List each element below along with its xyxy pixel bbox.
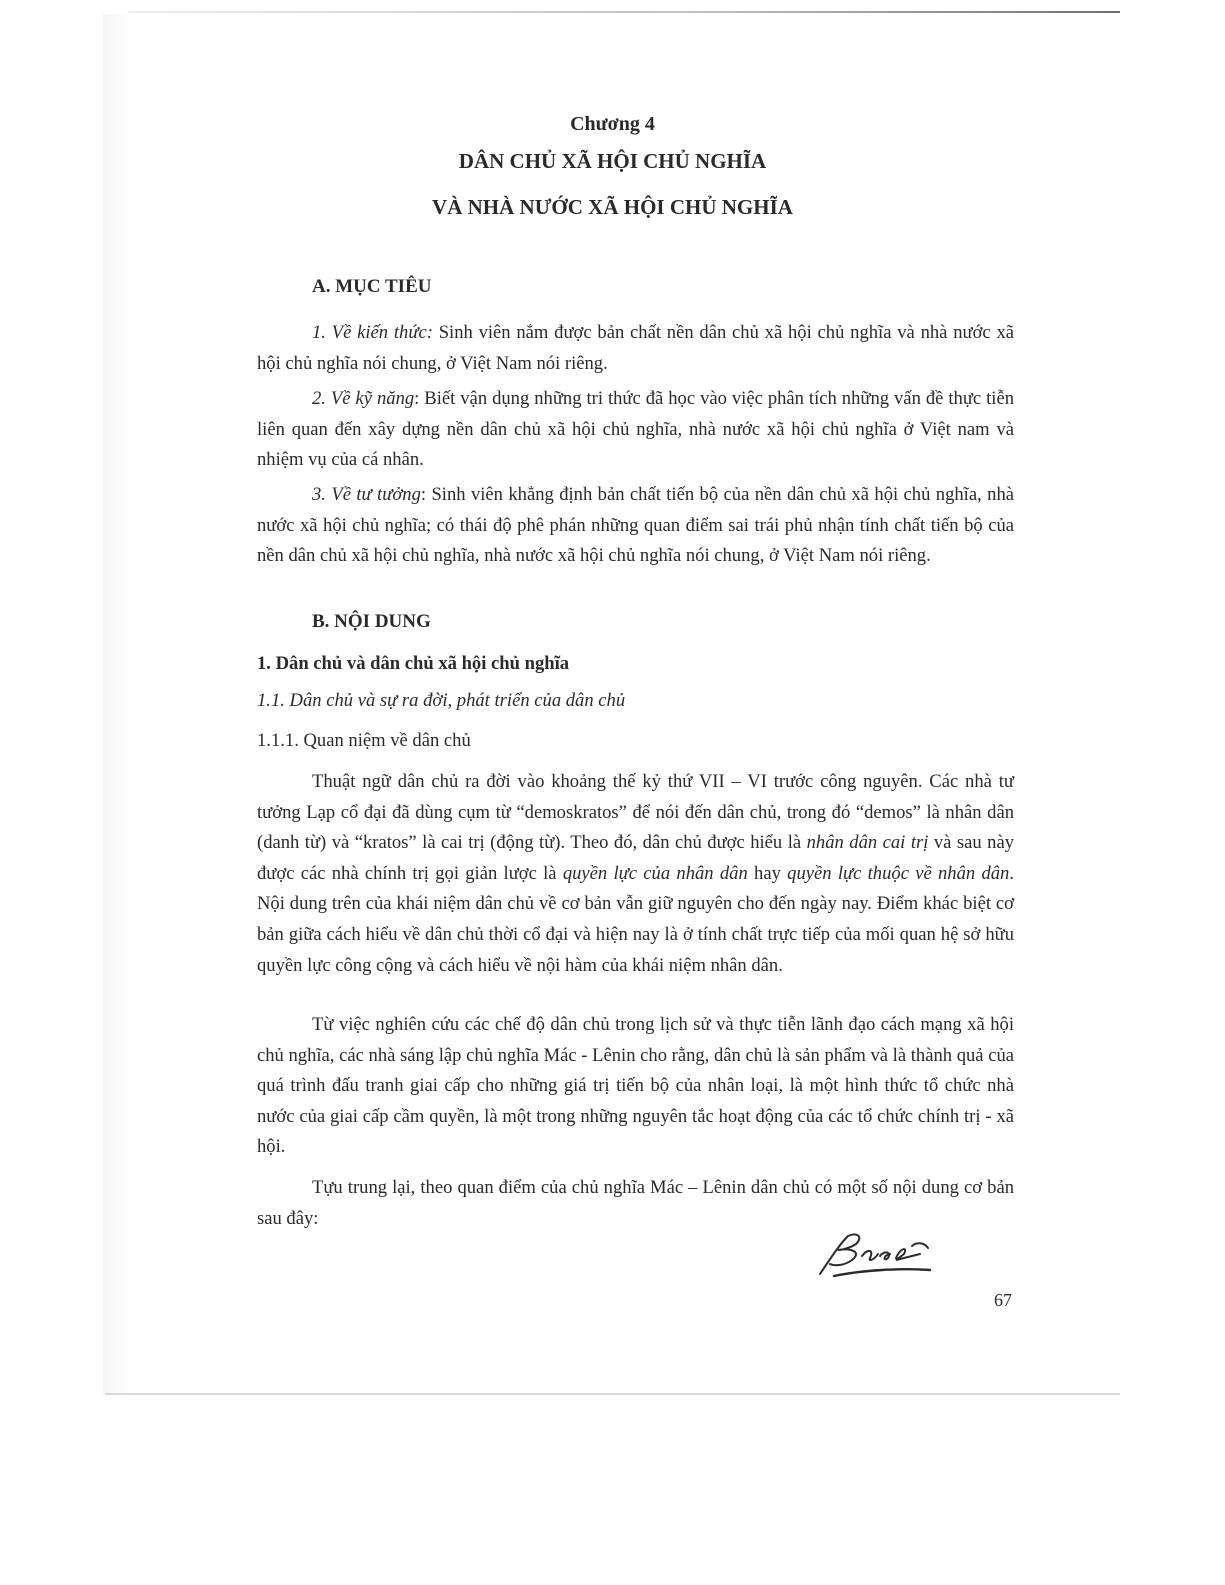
subheading-1-1-1: 1.1.1. Quan niệm về dân chủ — [257, 730, 471, 751]
para1-part1: Thuật ngữ dân chủ ra đời vào khoảng thế kỷ thứ VII – VI trước công nguyên. Các nhà tư tưởng Lạp cổ đại đã dùng cụm từ “demoskratos” để nói đến dân chủ, trong đó “demos” là nhân dân (danh từ) và “kratos” là cai trị (động từ). Theo đó, dân chủ được hiểu là — [257, 771, 1014, 854]
chapter-title-line1: DÂN CHỦ XÃ HỘI CHỦ NGHĨA — [458, 149, 767, 173]
para1-part4: . Nội dung trên của khái niệm dân chủ về cơ bản vẫn giữ nguyên cho đến ngày nay. Điểm khác biệt cơ bản giữa cách hiểu về dân chủ thời cổ đại và hiện nay là ở tính chất trực tiếp của mối quan hệ sở hữu quyền lực công cộng và cách hiểu về nội hàm của khái niệm nhân dân. — [257, 862, 1014, 976]
para1-emphasis1: nhân dân cai trị — [806, 832, 929, 854]
para1-emphasis2: quyền lực của nhân dân — [562, 862, 748, 884]
objective-skills — [257, 384, 1014, 476]
subheading-1-1: 1.1. Dân chủ và sự ra đời, phát triển của dân chủ — [257, 690, 626, 711]
para1-part2: và sau này được các nhà chính trị gọi giản lược là — [257, 832, 1014, 884]
objective-knowledge — [257, 318, 1014, 379]
objective-attitude-label: 3. Về tư tưởng — [312, 484, 421, 505]
scan-edge-top — [128, 11, 1120, 13]
scan-edge-bottom — [105, 1393, 1120, 1395]
paragraph-marxist-view: Từ việc nghiên cứu các chế độ dân chủ trong lịch sử và thực tiễn lãnh đạo cách mạng xã hội chủ nghĩa, các nhà sáng lập chủ nghĩa Mác - Lênin cho rằng, dân chủ là sản phẩm và là thành quả của quá trình đấu tranh giai cấp cho những giá trị tiến bộ của nhân loại, là một hình thức tổ chức nhà nước của giai cấp cầm quyền, là một trong những nguyên tắc hoạt động của các tổ chức chính trị - xã hội. — [257, 1014, 1014, 1158]
paragraph-summary: Tựu trung lại, theo quan điểm của chủ nghĩa Mác – Lênin dân chủ có một số nội dung cơ bản sau đây: — [257, 1177, 1014, 1229]
subheading-1: 1. Dân chủ và dân chủ xã hội chủ nghĩa — [257, 653, 570, 674]
paragraph-democracy-origin — [257, 767, 1014, 981]
section-a-heading: A. MỤC TIÊU — [312, 276, 432, 297]
objective-attitude-text: : Sinh viên khẳng định bản chất tiến bộ của nền dân chủ xã hội chủ nghĩa, nhà nước xã hội chủ nghĩa; có thái độ phê phán những quan điểm sai trái phủ nhận tính chất tiến bộ của nền dân chủ xã hội chủ nghĩa, nhà nước xã hội chủ nghĩa nói chung, ở Việt Nam nói riêng. — [257, 484, 1014, 567]
page-number: 67 — [994, 1290, 1012, 1310]
section-b-heading: B. NỘI DUNG — [312, 611, 431, 632]
objective-attitude — [257, 480, 1014, 572]
para1-emphasis3: quyền lực thuộc về nhân dân — [787, 862, 1010, 884]
objective-skills-label: 2. Về kỹ năng — [312, 388, 415, 409]
objective-knowledge-text: Sinh viên nắm được bản chất nền dân chủ xã hội chủ nghĩa và nhà nước xã hội chủ nghĩa nói chung, ở Việt Nam nói riêng. — [257, 322, 1014, 374]
scan-shadow-left — [103, 14, 131, 1394]
para1-part3: hay — [747, 862, 788, 884]
chapter-title-line2: VÀ NHÀ NƯỚC XÃ HỘI CHỦ NGHĨA — [432, 195, 793, 219]
handwritten-signature — [812, 1226, 942, 1282]
chapter-number: Chương 4 — [570, 113, 655, 135]
objective-knowledge-label: 1. Về kiến thức: — [312, 322, 433, 343]
objective-skills-text: : Biết vận dụng những tri thức đã học vào việc phân tích những vấn đề thực tiễn liên quan đến xây dựng nền dân chủ xã hội chủ nghĩa, nhà nước xã hội chủ nghĩa ở Việt nam và nhiệm vụ của cá nhân. — [257, 388, 1014, 471]
